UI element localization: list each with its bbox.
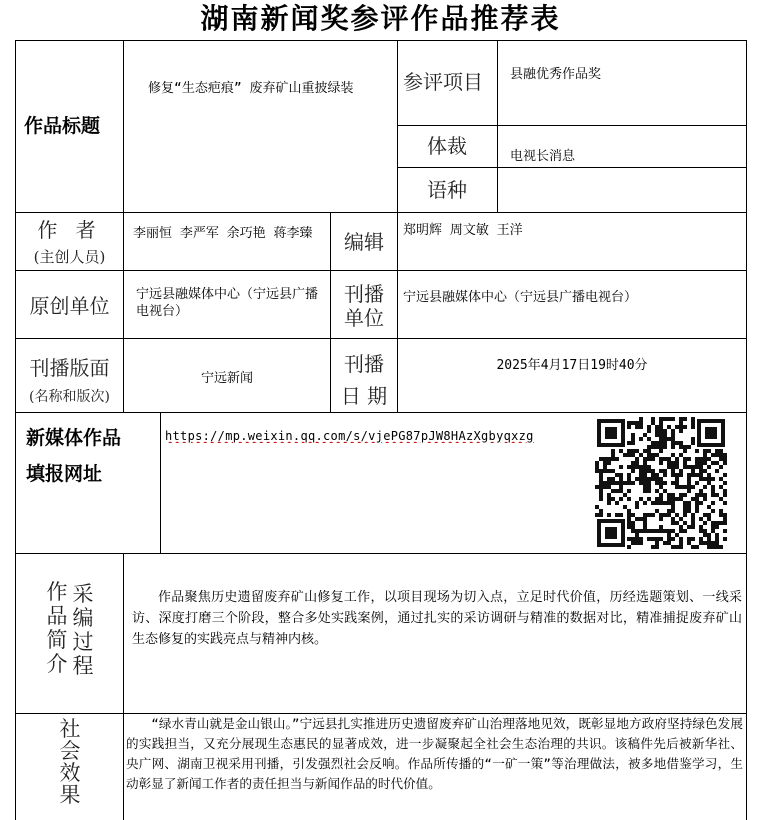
table-line — [15, 40, 747, 41]
label-publish-page: 刊播版面 — [29, 356, 110, 380]
label-char: 果 — [59, 783, 81, 806]
effect-text: “绿水青山就是金山银山。”宁远县扎实推进历史遗留废弃矿山治理落地见效，既彰显地方政府坚持绿色发展的实践担当，又充分展现生态惠民的显著成效，进一步凝聚起全社会生态治理的共识。该稿件先后被新华社、央广网、湖南卫视采用刊播，引发强烈社会反响。作品所传播的“一矿一策”等治理做法，被多地借鉴学习，生动彰显了新闻工作者的责任担当与新闻作品的时代价值。 — [126, 716, 743, 791]
label-char: 品 — [46, 604, 68, 628]
table-line — [15, 212, 747, 213]
genre-value: 电视长消息 — [510, 149, 576, 164]
label-publish-unit-1: 刊播 — [344, 282, 384, 306]
label-publish-unit-2: 单位 — [344, 306, 384, 330]
label-original-unit: 原创单位 — [29, 294, 110, 318]
work-title-value: 修复“生态疤痕” 废弃矿山重披绿装 — [148, 81, 354, 96]
editors-value: 郑明辉 周文敏 王洋 — [403, 223, 523, 238]
table-line — [746, 40, 747, 820]
label-effect — [56, 718, 84, 806]
label-char: 采 — [72, 582, 94, 606]
label-publish-page-sub: (名称和版次) — [29, 389, 110, 405]
table-line — [397, 125, 747, 126]
table-line — [397, 167, 747, 168]
label-author-sub: (主创人员) — [33, 248, 106, 266]
label-genre: 体裁 — [427, 134, 467, 158]
publish-date-value: 2025年4月17日19时40分 — [496, 358, 648, 373]
label-author: 作 者 — [37, 218, 102, 242]
entry-item-value: 县融优秀作品奖 — [510, 67, 602, 82]
label-process-col2 — [70, 582, 96, 678]
label-char: 社 — [59, 718, 81, 741]
authors-value: 李丽恒 李严军 余巧艳 蒋李臻 — [133, 226, 313, 241]
table-line — [123, 553, 124, 820]
label-editor: 编辑 — [344, 230, 384, 254]
table-line — [497, 40, 498, 212]
publish-unit-value: 宁远县融媒体中心（宁远县广播电视台） — [403, 290, 638, 305]
table-line — [160, 412, 161, 553]
label-char: 过 — [72, 630, 94, 654]
table-line — [15, 270, 747, 271]
publish-page-value: 宁远新闻 — [200, 371, 253, 386]
label-char: 程 — [72, 654, 94, 678]
table-line — [15, 40, 16, 820]
process-text: 作品聚焦历史遗留废弃矿山修复工作，以项目现场为切入点，立足时代价值，历经选题策划、一线采访、深度打磨三个阶段，整合多处实践案例，通过扎实的采访调研与精准的数据对比，精准捕捉废弃矿山生态修复的实践亮点与精神内核。 — [132, 590, 742, 647]
new-media-url-link[interactable]: https://mp.weixin.qq.com/s/vjePG87pJW8HAzXgbyqxzg — [165, 429, 534, 443]
label-process-col1 — [44, 580, 70, 676]
label-char: 会 — [59, 739, 81, 763]
label-entry-item: 参评项目 — [403, 70, 483, 94]
label-char: 效 — [59, 761, 81, 785]
original-unit-value: 宁远县融媒体中心（宁远县广播电视台） — [136, 287, 319, 319]
label-publish-date-1: 刊播 — [344, 352, 384, 376]
label-char: 编 — [72, 606, 94, 630]
label-language: 语种 — [427, 178, 467, 202]
label-new-media-1: 新媒体作品 — [26, 427, 122, 449]
label-char: 介 — [46, 652, 68, 676]
qr-code-icon — [595, 417, 727, 549]
page-title: 湖南新闻奖参评作品推荐表 — [200, 2, 561, 35]
label-char: 作 — [46, 580, 68, 604]
table-line — [15, 338, 747, 339]
table-line — [15, 553, 747, 554]
label-char: 简 — [46, 628, 68, 652]
label-publish-date-2: 日 期 — [340, 384, 388, 408]
table-line — [15, 412, 747, 413]
label-work-title: 作品标题 — [24, 115, 101, 137]
label-new-media-2: 填报网址 — [26, 463, 103, 485]
table-line — [123, 40, 124, 412]
